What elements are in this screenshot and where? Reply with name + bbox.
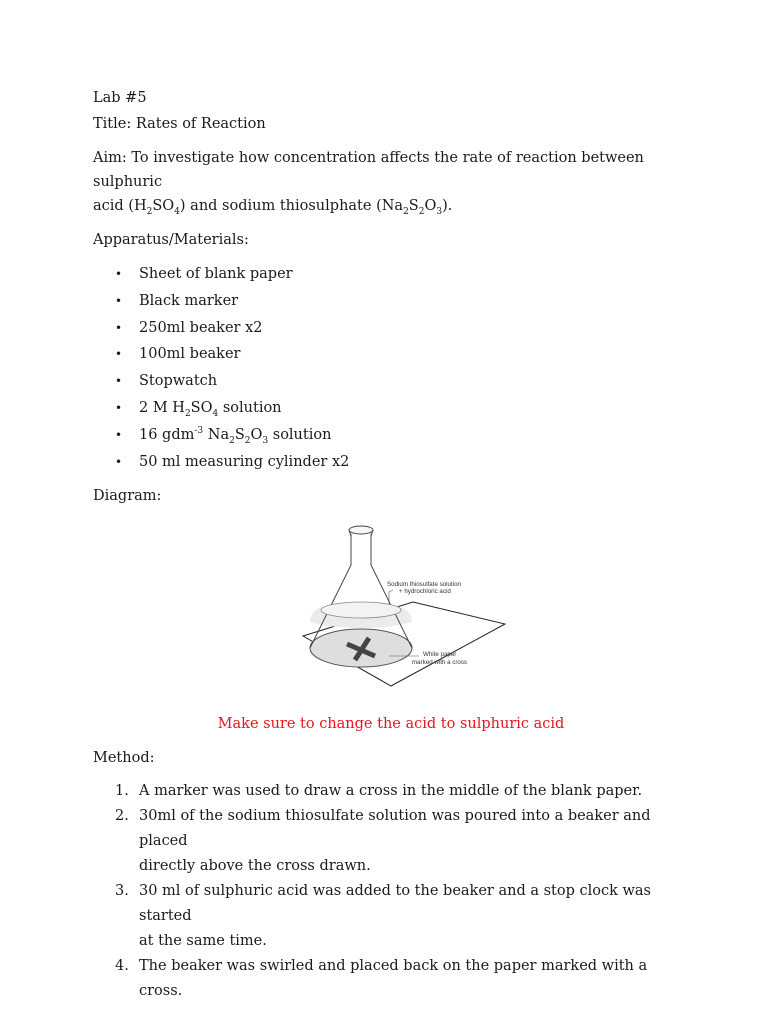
apparatus-heading: Apparatus/Materials: xyxy=(93,232,249,248)
list-item: 4. The beaker was swirled and placed back on the paper marked with a cross. xyxy=(93,954,693,1004)
step-number: 3. xyxy=(115,883,129,900)
warning-note: Make sure to change the acid to sulphuric acid xyxy=(217,716,565,733)
list-item: • Black marker xyxy=(93,288,693,315)
list-item: • 2 M $H_2SO_4$ solution xyxy=(93,395,693,422)
label-paper-1: White paper xyxy=(423,651,457,659)
conical-flask-diagram xyxy=(273,520,513,690)
liquid-surface xyxy=(321,602,401,618)
bullet-icon: • xyxy=(115,454,123,469)
bullet-icon: • xyxy=(115,267,123,281)
list-item: • 50 ml measuring cylinder x2 xyxy=(93,449,693,476)
step-number: 4. xyxy=(115,958,129,975)
lab-title: Title: Rates of Reaction xyxy=(93,116,266,132)
list-item: • 100ml beaker xyxy=(93,341,693,368)
method-list xyxy=(93,779,693,1004)
bullet-icon: • xyxy=(115,400,123,415)
list-item: • Stopwatch xyxy=(93,368,693,395)
list-item: • 250ml beaker x2 xyxy=(93,315,693,342)
method-heading: Method: xyxy=(93,750,155,767)
diagram-heading: Diagram: xyxy=(93,488,162,505)
aim-line-2: acid $(H_2SO_4)$ and sodium thiosulphate $(Na_2S_2O_3)$. xyxy=(93,198,453,217)
step-number: 1. xyxy=(115,783,129,800)
list-item: 2. 30ml of the sodium thiosulfate solution was poured into a beaker and placed directly above the cross drawn. xyxy=(93,804,693,879)
experiment-diagram xyxy=(93,520,693,700)
lab-number: Lab #5 xyxy=(93,90,147,106)
label-solution-2: + hydrochloric acid xyxy=(399,588,451,596)
list-item: 3. 30 ml of sulphuric acid was added to the beaker and a stop clock was started at the same time. xyxy=(93,879,693,954)
aim-paragraph xyxy=(93,146,693,218)
bullet-icon: • xyxy=(115,320,123,335)
bullet-icon: • xyxy=(115,293,123,308)
list-item: • Sheet of blank paper xyxy=(93,261,693,288)
label-paper-2: marked with a cross xyxy=(412,659,468,667)
label-solution-1: Sodium thiosulfate solution xyxy=(387,581,461,589)
step-number: 2. xyxy=(115,808,129,825)
lab-document xyxy=(93,86,693,1004)
flask-rim xyxy=(349,526,373,534)
bullet-icon: • xyxy=(115,427,123,442)
aim-line-1: Aim: To investigate how concentration affects the rate of reaction between sulphuric xyxy=(93,150,644,190)
bullet-icon: • xyxy=(115,347,123,362)
list-item: • 16 gdm$^{-3}$ $Na_2S_2O_3$ solution xyxy=(93,422,693,449)
list-item: 1. A marker was used to draw a cross in the middle of the blank paper. xyxy=(93,779,693,804)
materials-list xyxy=(93,261,693,475)
bullet-icon: • xyxy=(115,374,123,389)
